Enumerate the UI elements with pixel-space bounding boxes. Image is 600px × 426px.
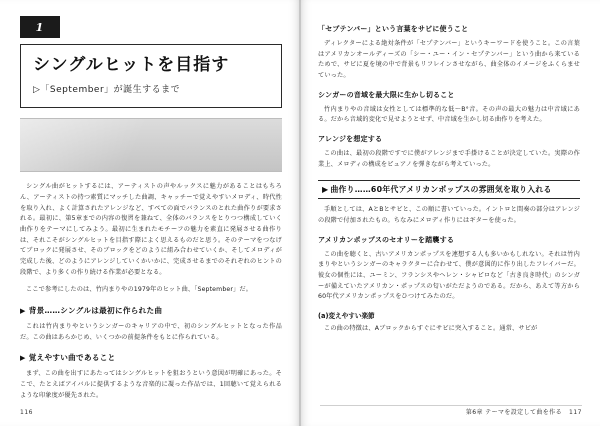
page-number: 117 [569, 409, 582, 416]
section-heading: シンガーの音域を最大限に生かし切ること [318, 90, 455, 99]
section-heading [20, 352, 282, 363]
paragraph: これは竹内まりやというシンガーのキャリアの中で、初のシングルヒットとなった作品だ。この曲はあらかじめ、いくつかの前提条件をもとに作られている。 [20, 322, 282, 341]
triangle-bullet-icon: ▶ [20, 306, 26, 315]
left-body-column [20, 182, 282, 401]
paragraph: ディレクターによる絶対条件が「セプテンバー」というキーワードを使うこと。この言葉はアメリカンオールディーズの「シー・ユー・イン・セプテンバー」という曲から来ているためで、サビに夏を境の中で背景もリフレインさせながら、曲全体のイメージをふくらませていった。 [318, 40, 580, 79]
chapter-title-box [20, 44, 282, 108]
paragraph: この曲を聴くと、古いアメリカンポップスを連想する人も多いかもしれない。それは竹内まりやというシンガーのキャラクターに合わせて、僕が意図的に作り出したフレイバーだ。彼女の個性には、ユーミン、フランシスやヘレン・シャピロなど「古き良き時代」のシンガーが備えていたアメリカン・ポップスの匂いがただようのである。だから、あえて等方から60年代アメリカンポップスをひつけてみたのだ。 [318, 250, 580, 301]
section-heading: (a)変えやすい楽節 [318, 311, 375, 320]
chapter-number-badge: 1 [20, 16, 60, 38]
paragraph: この曲の特徴は、Aブロックからすぐにサビに突入すること。通常、サビが [324, 324, 538, 332]
section-heading-label: 背景……シングルは最初に作られた曲 [28, 305, 163, 315]
section-heading [20, 305, 282, 316]
section-heading-label: 曲作り……60年代アメリカンポップスの雰囲気を取り入れる [330, 185, 552, 195]
chapter-subtitle: ▷「September」が誕生するまで [33, 85, 181, 96]
paragraph: まず、この曲を出すにあたってはシングルヒットを狙おうという意図が明確にあった。そこで、たとえばアイバルに提供するような音楽的に凝った作品では、1回聴いて覚えられるような印象度が優先された。 [20, 370, 282, 399]
section-heading: 「セプテンバー」という言葉をサビに使うこと [318, 25, 469, 33]
footer-rule [320, 405, 582, 406]
triangle-bullet-icon: ▶ [20, 354, 26, 363]
right-page [300, 0, 600, 426]
section-heading-boxed [318, 180, 580, 199]
spread-gutter [299, 0, 301, 426]
page-number: 116 [20, 409, 33, 416]
paragraph: ここで参考にしたのは、竹内まりやの1979年のヒット曲、「September」だ。 [26, 286, 253, 294]
page-title: シングルヒットを目指す [33, 55, 230, 75]
triangle-bullet-icon: ▶ [322, 185, 329, 195]
paragraph: 手順としては、AとBとサビと、この順に書いていった。イントロと間奏の部分はアレンジの段階で付加されたもの。ちなみにメロディ作りにはギターを使った。 [318, 206, 580, 224]
section-heading: アメリカンポップスのセオリーを踏襲する [318, 235, 455, 244]
paragraph: この曲は、最初の段階ですでに僕がアレンジまで手掛けることが決定していた。実際の作業上、メロディの構成をピュアノを弾きながら考えていった。 [318, 149, 580, 168]
paragraph: シングル曲がヒットするには、アーティストの声やルックスに魅力があることはもちろん、アーティストの持つ素質にマッチした曲調、キャッチーで覚えやすいメロディ、時代性を取り入れ、よく計算されたアレンジなど、すべての面でバランスのとれた曲作りが要求される。最初に、第5章までの内容の復習を兼ねて、全体のバランスをとりつつ構成していく曲作りをテーマにしてみよう。最初に生まれたモチーフの魅力を素直に発展させる曲作りは、それこそがシングルヒットを目指す際によく思えるものだと思う。そのテーマをつなげてブロックに発展させ、そのブロックをどのように組み合わせていくか、そしてメロディが完成した後、どのようにアレンジしていくかいかに、完成させるまでのそれぞれのヒントの段階で、より多くの作り続ける作業が必要となる。 [20, 183, 282, 276]
chapter-hero-image [20, 118, 282, 172]
section-heading: アレンジを想定する [318, 134, 383, 143]
paragraph: 竹内まりやの音域は女性としては標準的な低〜B°音。その声の最大の魅力は中音域にある。だから音域的変化で見せようとせず、中音域を生かし切る曲作りを考えた。 [318, 105, 580, 124]
right-body-column [318, 24, 580, 335]
running-head: 第6章 テーマを設定して曲を作る [465, 409, 562, 416]
section-heading-label: 覚えやすい曲であること [28, 353, 116, 363]
